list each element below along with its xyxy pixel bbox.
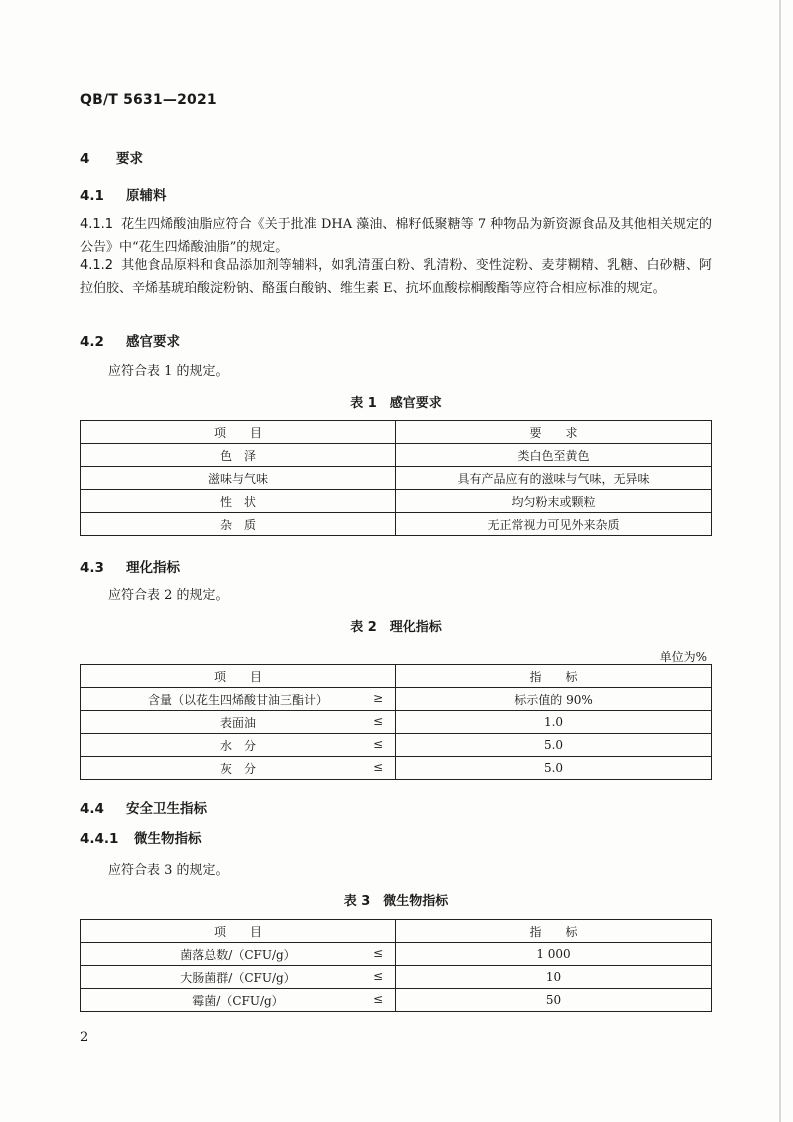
section-4-4-1-heading [80, 827, 202, 847]
table-2-unit: 单位为% [659, 650, 707, 664]
table-row [81, 513, 712, 536]
cell-item [81, 688, 396, 711]
table-3-microbial [80, 919, 712, 1012]
paragraph-text: 其他食品原料和食品添加剂等辅料，如乳清蛋白粉、乳清粉、变性淀粉、麦芽糊精、乳糖、白砂糖、阿拉伯胶、辛烯基琥珀酸淀粉钠、酪蛋白酸钠、维生素 E、抗坏血酸棕榈酸酯等应符合相应标准的规定。 [80, 258, 712, 296]
section-4-2-body: 应符合表 1 的规定。 [108, 364, 229, 379]
item-label: 霉菌/（CFU/g） [192, 993, 284, 1008]
cell-item: 性 状 [81, 490, 396, 513]
section-4-3-body: 应符合表 2 的规定。 [108, 588, 229, 603]
table-row [81, 444, 712, 467]
page-edge [779, 0, 781, 1122]
paragraph-4-1-1 [80, 213, 712, 259]
section-title: 原辅料 [126, 188, 167, 204]
table-row [81, 989, 712, 1012]
section-title: 理化指标 [126, 560, 180, 576]
paragraph-4-1-2 [80, 254, 712, 300]
section-number: 4.4.1 [80, 831, 119, 847]
cell-value: 5.0 [396, 757, 712, 780]
cell-requirement: 均匀粉末或颗粒 [396, 490, 712, 513]
comparison-symbol: ≤ [372, 946, 383, 960]
section-number: 4.3 [80, 560, 104, 576]
cell-value: 标示值的 90% [396, 688, 712, 711]
item-label: 水 分 [219, 738, 256, 753]
cell-requirement: 类白色至黄色 [396, 444, 712, 467]
item-label: 大肠菌群/（CFU/g） [180, 970, 296, 985]
comparison-symbol: ≤ [372, 969, 383, 983]
cell-value: 50 [396, 989, 712, 1012]
paragraph-text: 花生四烯酸油脂应符合《关于批准 DHA 藻油、棉籽低聚糖等 7 种物品为新资源食品及其他相关规定的公告》中“花生四烯酸油脂”的规定。 [80, 217, 712, 255]
section-4-2-heading [80, 330, 180, 350]
section-number: 4.1 [80, 188, 104, 204]
table-3-caption: 表 3 微生物指标 [343, 894, 449, 909]
paragraph-number: 4.1.1 [80, 217, 114, 232]
column-header-index: 指 标 [396, 920, 712, 943]
section-number: 4.2 [80, 334, 104, 350]
column-header-index: 指 标 [396, 665, 712, 688]
column-header-item: 项 目 [81, 421, 396, 444]
standard-id: QB/T 5631—2021 [80, 92, 217, 108]
cell-item [81, 711, 396, 734]
section-number: 4 [80, 151, 90, 167]
cell-item [81, 734, 396, 757]
table-2-physicochemical [80, 664, 712, 780]
cell-requirement: 无正常视力可见外来杂质 [396, 513, 712, 536]
page-number: 2 [80, 1030, 89, 1045]
cell-item: 色 泽 [81, 444, 396, 467]
section-4-heading [80, 147, 143, 167]
section-4-4-heading [80, 797, 207, 817]
section-title: 感官要求 [126, 334, 180, 350]
table-1-sensory [80, 420, 712, 536]
comparison-symbol: ≤ [372, 992, 383, 1006]
table-row [81, 490, 712, 513]
section-title: 要求 [116, 151, 143, 167]
cell-item [81, 943, 396, 966]
table-row [81, 467, 712, 490]
cell-requirement: 具有产品应有的滋味与气味，无异味 [396, 467, 712, 490]
item-label: 表面油 [219, 715, 256, 730]
cell-item: 滋味与气味 [81, 467, 396, 490]
column-header-item: 项 目 [81, 920, 396, 943]
paragraph-number: 4.1.2 [80, 258, 114, 273]
table-row [81, 943, 712, 966]
table-1-caption: 表 1 感官要求 [350, 396, 442, 411]
section-title: 安全卫生指标 [126, 801, 207, 817]
section-number: 4.4 [80, 801, 104, 817]
cell-value: 1 000 [396, 943, 712, 966]
item-label: 灰 分 [219, 761, 256, 776]
comparison-symbol: ≥ [372, 691, 383, 705]
column-header-requirement: 要 求 [396, 421, 712, 444]
table-row [81, 757, 712, 780]
cell-item [81, 989, 396, 1012]
section-4-3-heading [80, 556, 180, 576]
cell-item [81, 966, 396, 989]
cell-value: 5.0 [396, 734, 712, 757]
cell-item [81, 757, 396, 780]
comparison-symbol: ≤ [372, 737, 383, 751]
section-4-4-1-body: 应符合表 3 的规定。 [108, 863, 229, 878]
cell-value: 10 [396, 966, 712, 989]
table-header-row [81, 665, 712, 688]
column-header-item: 项 目 [81, 665, 396, 688]
table-row [81, 688, 712, 711]
item-label: 含量（以花生四烯酸甘油三酯计） [147, 692, 328, 707]
section-4-1-heading [80, 184, 167, 204]
item-label: 菌落总数/（CFU/g） [180, 947, 296, 962]
comparison-symbol: ≤ [372, 714, 383, 728]
table-row [81, 966, 712, 989]
table-row [81, 734, 712, 757]
comparison-symbol: ≤ [372, 760, 383, 774]
table-header-row [81, 421, 712, 444]
section-title: 微生物指标 [134, 831, 202, 847]
table-2-caption: 表 2 理化指标 [350, 620, 442, 635]
table-header-row [81, 920, 712, 943]
cell-value: 1.0 [396, 711, 712, 734]
cell-item: 杂 质 [81, 513, 396, 536]
table-row [81, 711, 712, 734]
